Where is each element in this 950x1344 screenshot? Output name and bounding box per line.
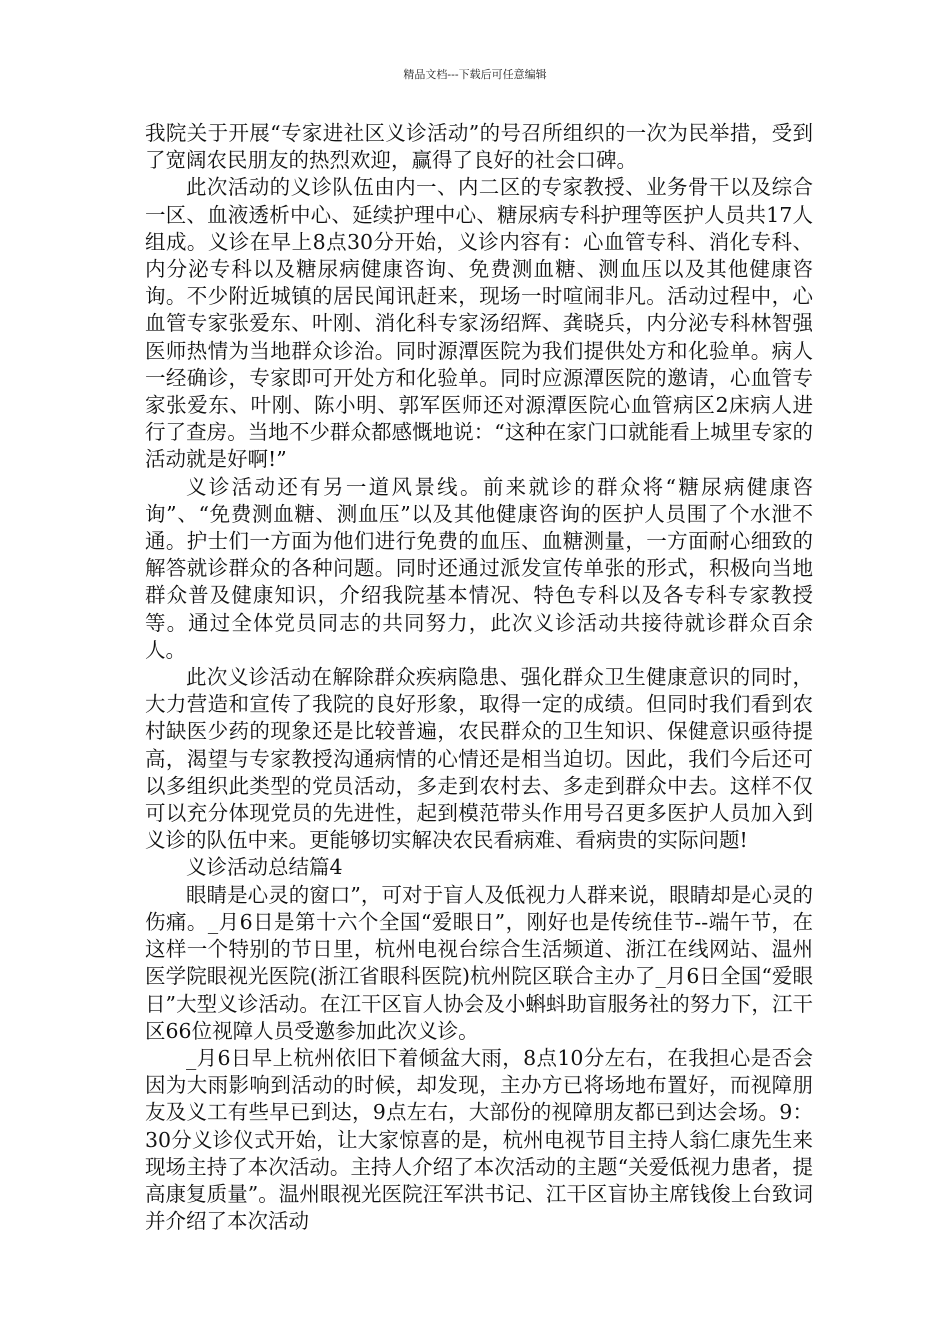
document-body	[145, 120, 813, 1235]
section-title: 义诊活动总结篇4	[186, 855, 343, 880]
paragraph: 我院关于开展“专家进社区义诊活动”的号召所组织的一次为民举措，受到了宽阔农民朋友的热烈欢迎，赢得了良好的社会口碑。	[145, 121, 813, 173]
paragraph: 此次义诊活动在解除群众疾病隐患、强化群众卫生健康意识的同时，大力营造和宣传了我院的良好形象，取得一定的成绩。但同时我们看到农村缺医少药的现象还是比较普遍，农民群众的卫生知识、保健意识亟待提高，渴望与专家教授沟通病情的心情还是相当迫切。因此，我们今后还可以多组织此类型的党员活动，多走到农村去、多走到群众中去。这样不仅可以充分体现党员的先进性，起到模范带头作用号召更多医护人员加入到义诊的队伍中来。更能够切实解决农民看病难、看病贵的实际问题!	[145, 665, 813, 853]
paragraph: _月6日早上杭州依旧下着倾盆大雨，8点10分左右，在我担心是否会因为大雨影响到活动的时候，却发现，主办方已将场地布置好，而视障朋友及义工有些早已到达，9点左右，大部份的视障朋友都已到达会场。9：30分义诊仪式开始，让大家惊喜的是，杭州电视节目主持人翁仁康先生来现场主持了本次活动。主持人介绍了本次活动的主题“关爱低视力患者，提高康复质量”。温州眼视光医院汪军洪书记、江干区盲协主席钱俊上台致词并介绍了本次活动	[145, 1045, 813, 1234]
paragraph: 此次活动的义诊队伍由内一、内二区的专家教授、业务骨干以及综合一区、血液透析中心、延续护理中心、糖尿病专科护理等医护人员共17人组成。义诊在早上8点30分开始，义诊内容有：心血管专科、消化专科、内分泌专科以及糖尿病健康咨询、免费测血糖、测血压以及其他健康咨询。不少附近城镇的居民闻讯赶来，现场一时喧闹非凡。活动过程中，心血管专家张爱东、叶刚、消化科专家汤绍辉、龚晓兵，内分泌专科林智强医师热情为当地群众诊治。同时源潭医院为我们提供处方和化验单。病人一经确诊，专家即可开处方和化验单。同时应源潭医院的邀请，心血管专家张爱东、叶刚、陈小明、郭军医师还对源潭医院心血管病区2床病人进行了查房。当地不少群众都感慨地说：“这种在家门口就能看上城里专家的活动就是好啊!”	[145, 175, 813, 472]
paragraph: 眼睛是心灵的窗口”，可对于盲人及低视力人群来说，眼睛却是心灵的伤痛。_月6日是第十六个全国“爱眼日”，刚好也是传统佳节--端午节，在这样一个特别的节日里，杭州电视台综合生活频道、浙江在线网站、温州医学院眼视光医院(浙江省眼科医院)杭州院区联合主办了_月6日全国“爱眼日”大型义诊活动。在江干区盲人协会及小蝌蚪助盲服务社的努力下，江干区66位视障人员受邀参加此次义诊。	[145, 882, 813, 1043]
paragraph: 义诊活动还有另一道风景线。前来就诊的群众将“糖尿病健康咨询”、“免费测血糖、测血压”以及其他健康咨询的医护人员围了个水泄不通。护士们一方面为他们进行免费的血压、血糖测量，一方面耐心细致的解答就诊群众的各种问题。同时还通过派发宣传单张的形式，积极向当地群众普及健康知识，介绍我院基本情况、特色专科以及各专科专家教授等。通过全体党员同志的共同努力，此次义诊活动共接待就诊群众百余人。	[145, 474, 813, 662]
page-header: 精品文档---下载后可任意编辑	[403, 68, 547, 81]
